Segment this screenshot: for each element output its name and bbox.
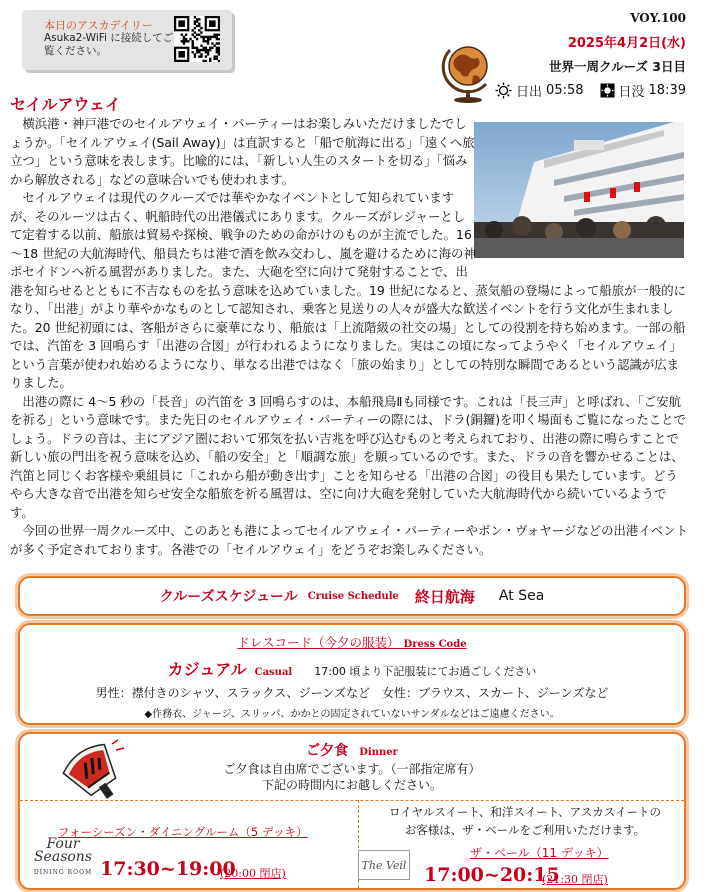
sun-times xyxy=(495,81,686,100)
article-paragraph-3: 出港の際に 4～5 秒の「長音」の汽笛を 3 回鳴らすのは、本船飛鳥Ⅱも同様です。これは「長三声」と呼ばれ、「ご安航を祈る」という意味です。また先日のセイルアウェイ・パーティーの際には、ドラ(銅鑼)を叩く場面もご覧になったことでしょう。ドラの音は、主にアジア圏において邪気を払い吉兆を呼び込むものと考えられており、出港の際に鳴らすことで新しい旅の門出を祝う意味を込め、「船の安全」と「順調な旅」を願っているのです。また、ドラの音を響かせることは、汽笛と同じくお客様や乗組員に「これから船が動き出す」ことを知らせる「出港の合図」の役目も果たしています。どうやら大きな音で出港を知らせ安全な船旅を祈る風習は、空に向け大砲を発射していた大航海時代から続いているようです。 xyxy=(10,393,686,520)
veil-name: ザ・ベール（11 デッキ） xyxy=(470,846,609,860)
sunset-time: 18:39 xyxy=(648,83,686,98)
globe-icon xyxy=(440,40,496,104)
sunrise-time: 05:58 xyxy=(546,83,584,98)
four-seasons-name: フォーシーズン・ダイニングルーム（5 デッキ） xyxy=(58,825,308,839)
dress-code-box xyxy=(18,623,686,725)
sunrise-label: 日出 xyxy=(516,85,543,100)
dinner-label-en: Dinner xyxy=(359,747,398,758)
article-paragraph-4: 今回の世界一周クルーズ中、このあとも港によってセイルアウェイ・パーティーやボン・ヴォヤージなどの出港イベントが多く予定されております。各港での「セイルアウェイ」をどうぞお楽しみください。 xyxy=(10,523,688,557)
four-seasons-close: (20:00 閉店) xyxy=(220,867,286,880)
wifi-title: 本日のアスカデイリー xyxy=(44,19,153,32)
wifi-notice xyxy=(22,10,232,70)
dinner-info-line2: 下記の時間内にお越しください。 xyxy=(261,778,442,792)
dress-code-label-en: Dress Code xyxy=(403,639,467,650)
veil-time: 17:00~20:15 xyxy=(424,864,560,886)
cruise-day: 世界一周クルーズ 3日目 xyxy=(548,59,686,74)
sunset-icon xyxy=(600,83,615,98)
veil-note-line2: お客様は、ザ・ベールをご利用いただけます。 xyxy=(404,823,646,837)
dress-code-type-en: Casual xyxy=(254,667,293,678)
veil-logo: The Veil xyxy=(358,850,410,880)
dinner-divider xyxy=(20,800,684,801)
dress-code-heading xyxy=(20,633,684,651)
dress-code-label: ドレスコード（今夕の服装） xyxy=(237,635,400,650)
dress-code-prohibited: ◆作務衣、ジャージ、スリッパ、かかとの固定されていないサンダルなどはご遠慮ください。 xyxy=(144,709,560,720)
voyage-number: VOY.100 xyxy=(630,11,686,25)
dress-code-type: カジュアル xyxy=(167,660,247,679)
dinner-box xyxy=(18,732,686,890)
dress-code-note: 17:00 頃より下記服装にてお過ごしください xyxy=(314,665,537,678)
dress-code-examples: 男性：襟付きのシャツ、スラックス、ジーンズなど 女性：ブラウス、スカート、ジーンズなど xyxy=(95,686,609,700)
wifi-description: Asuka2-WiFi に接続してご覧ください。 xyxy=(44,32,174,57)
dress-code-type-row xyxy=(20,657,684,680)
schedule-label-en: Cruise Schedule xyxy=(307,590,399,602)
sun-icon xyxy=(495,82,512,99)
article-body xyxy=(10,115,690,559)
schedule-status: 終日航海 xyxy=(414,587,475,606)
schedule-label: クルーズスケジュール xyxy=(159,589,298,605)
four-seasons-time: 17:30~19:00 xyxy=(100,858,236,880)
cruise-schedule-box xyxy=(18,576,686,616)
veil-note-line1: ロイヤルスイート、和洋スイート、アスカスイートの xyxy=(389,805,661,819)
sunset-label: 日没 xyxy=(618,85,645,100)
qr-code-icon[interactable] xyxy=(174,16,220,62)
article-paragraph-1: 横浜港・神戸港でのセイルアウェイ・パーティーはお楽しみいただけましたでしょうか。「セイルアウェイ(Sail Away)」は直訳すると「船で航海に出る」「遠くへ旅立つ」という意味を表します。比喩的には、「新しい人生のスタートを切る」「悩みから解放される」などの意味合いでも使われます。 xyxy=(10,116,475,187)
dinner-info-line1: ご夕食は自由席でございます。（一部指定席有） xyxy=(223,762,481,776)
dinner-label: ご夕食 xyxy=(306,743,349,759)
schedule-status-en: At Sea xyxy=(498,588,545,604)
article-title: セイルアウェイ xyxy=(10,95,121,114)
article-paragraph-2: セイルアウェイは現代のクルーズでは華やかなイベントとして知られていますが、そのルーツは古く、帆船時代の出港儀式にあります。クルーズがレジャーとして定着する以前、船旅は貿易や探検、戦争のための命がけのものが主流でした。16～18 世紀の大航海時代、船員たちは港で酒を飲み交わし、嵐を避けるために海の神ポセイドンへ祈る風習がありました。また、大砲を空に向けて発射することで、出港を知らせるとともに不吉なものを払う意味を込めていました。19 世紀になると、蒸気船の登場によって船旅が一般的になり、「出港」がより華やかなものとして認知され、乗客と見送りの人々が盛大な歓送イベントを行う文化が生まれました。20 世紀初頭には、客船がさらに豪華になり、船旅は「上流階級の社交の場」としての役割を持ち始めます。一部の船では、汽笛を 3 回鳴らす「出港の合図」が行われるようになりました。実はこの頃になってようやく「セイルアウェイ」という言葉が使われ始めるようになり、単なる出港ではなく「旅の始まり」としての特別な瞬間であるという認識が広まりました。 xyxy=(10,190,687,390)
veil-close: (21:30 閉店) xyxy=(542,873,608,886)
four-seasons-logo: Four Seasons DINING ROOM xyxy=(33,836,93,876)
issue-date: 2025年4月2日(水) xyxy=(567,36,686,51)
dinner-heading xyxy=(20,740,684,760)
